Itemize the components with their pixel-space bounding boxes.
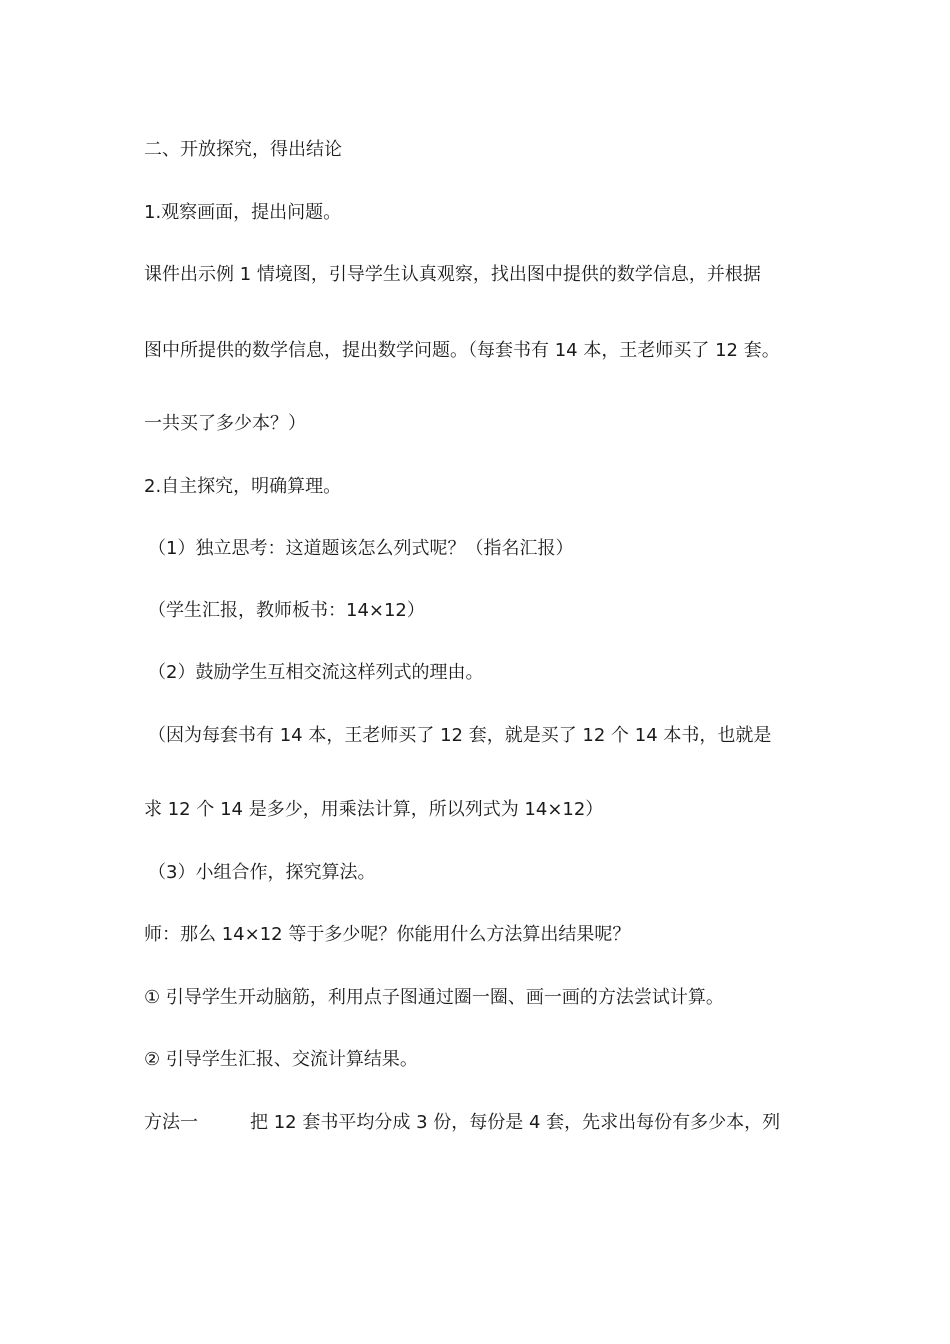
list-item: ② 引导学生汇报、交流计算结果。 [144, 1049, 418, 1070]
sub-step-1: （1）独立思考：这道题该怎么列式呢？（指名汇报） [148, 538, 574, 559]
method-text: 把 12 套书平均分成 3 份，每份是 4 套，先求出每份有多少本，列 [250, 1112, 781, 1133]
paragraph-line: 课件出示例 1 情境图，引导学生认真观察，找出图中提供的数学信息，并根据 [144, 264, 761, 285]
paragraph-line: （学生汇报，教师板书：14×12） [148, 600, 425, 621]
paragraph-line: （因为每套书有 14 本，王老师买了 12 套，就是买了 12 个 14 本书，也就是 [148, 725, 772, 746]
paragraph-line: 一共买了多少本？） [144, 413, 306, 434]
method-line [144, 1111, 780, 1135]
step-1-heading: 1.观察画面，提出问题。 [144, 202, 342, 223]
list-item: ① 引导学生开动脑筋，利用点子图通过圈一圈、画一画的方法尝试计算。 [144, 987, 724, 1008]
paragraph-line: 求 12 个 14 是多少，用乘法计算，所以列式为 14×12） [144, 799, 604, 820]
paragraph-line: 图中所提供的数学信息，提出数学问题。（每套书有 14 本，王老师买了 12 套。 [144, 340, 780, 361]
teacher-question: 师：那么 14×12 等于多少呢？你能用什么方法算出结果呢？ [144, 924, 631, 945]
section-heading: 二、开放探究，得出结论 [144, 139, 342, 160]
sub-step-2: （2）鼓励学生互相交流这样列式的理由。 [148, 662, 484, 683]
step-2-heading: 2.自主探究，明确算理。 [144, 476, 342, 497]
method-label: 方法一 [144, 1112, 198, 1133]
sub-step-3: （3）小组合作，探究算法。 [148, 862, 376, 883]
